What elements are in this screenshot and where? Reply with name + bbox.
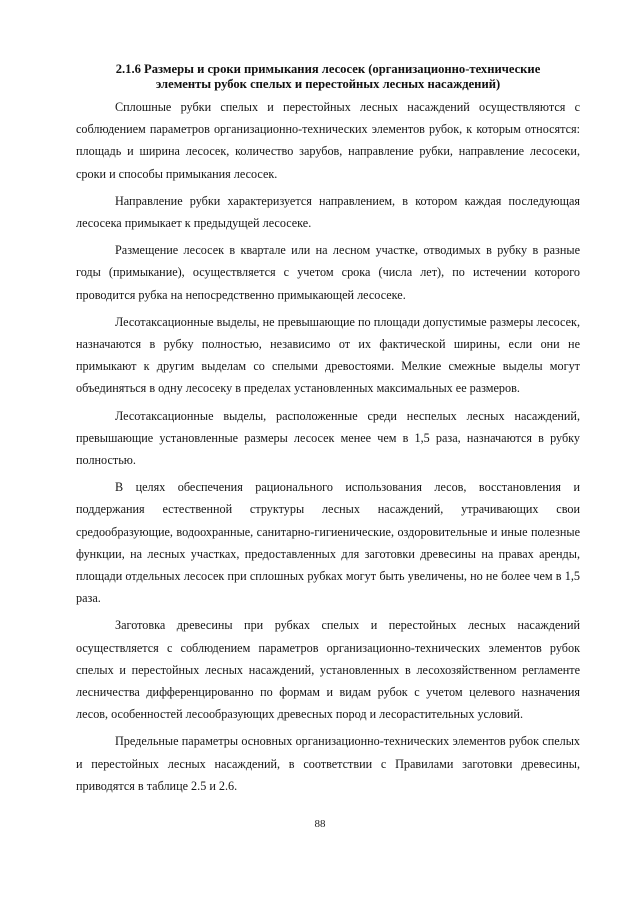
body-text	[76, 96, 580, 802]
paragraph-units-among-immature: Лесотаксационные выделы, расположенные среди неспелых лесных насаждений, превышающие установленные размеры лесосек менее чем в 1,5 раза, назначаются в рубку полностью.	[76, 408, 580, 468]
page-number: 88	[314, 818, 326, 830]
paragraph-rational-use: В целях обеспечения рационального использования лесов, восстановления и поддержания естественной структуры лесных насаждений, утрачивающих свои средообразующие, водоохранные, санитарно-гигиенические, оздоровительные и иные полезные функции, на лесных участках, предоставленных для заготовки древесины на правах аренды, площади отдельных лесосек при сплошных рубках могут быть увеличены, но не более чем в 1,5 раза.	[76, 480, 580, 606]
paragraph-cutting-area-placement: Размещение лесосек в квартале или на лесном участке, отводимых в рубку в разные годы (примыкание), осуществляется с учетом срока (числа лет), по истечении которого проводится рубка на непосредственно примыкающей лесосеке.	[76, 243, 580, 302]
paragraph-limit-parameters: Предельные параметры основных организационно-технических элементов рубок спелых и перестойных лесных насаждений, в соответствии с Правилами заготовки древесины, приводятся в таблице 2.5 и 2.6.	[76, 734, 580, 793]
section-heading-line-1: 2.1.6 Размеры и сроки примыкания лесосек (организационно-технические	[115, 62, 541, 76]
section-heading	[76, 62, 580, 92]
section-heading-line-2: элементы рубок спелых и перестойных лесных насаждений)	[155, 77, 501, 91]
paragraph-continuous-felling: Сплошные рубки спелых и перестойных лесных насаждений осуществляются с соблюдением параметров организационно-технических элементов рубок, к которым относятся: площадь и ширина лесосек, количество зарубов, направление рубки, направление лесосеки, сроки и способы примыкания лесосек.	[76, 100, 580, 181]
paragraph-timber-harvesting: Заготовка древесины при рубках спелых и перестойных лесных насаждений осуществляется с соблюдением параметров организационно-технических элементов рубок спелых и перестойных лесных насаждений, установленных в лесохозяйственном регламенте лесничества дифференцированно по формам и видам рубок с учетом целевого назначения лесов, особенностей лесообразующих древесных пород и лесорастительных условий.	[76, 618, 580, 722]
paragraph-felling-direction: Направление рубки характеризуется направлением, в котором каждая последующая лесосека примыкает к предыдущей лесосеке.	[76, 193, 580, 231]
paragraph-taxation-units: Лесотаксационные выделы, не превышающие по площади допустимые размеры лесосек, назначаются в рубку полностью, независимо от их фактической ширины, если они не примыкают к другим выделам со спелыми древостоями. Мелкие смежные выделы могут объединяться в одну лесосеку в пределах установленных максимальных ее размеров.	[76, 314, 580, 396]
